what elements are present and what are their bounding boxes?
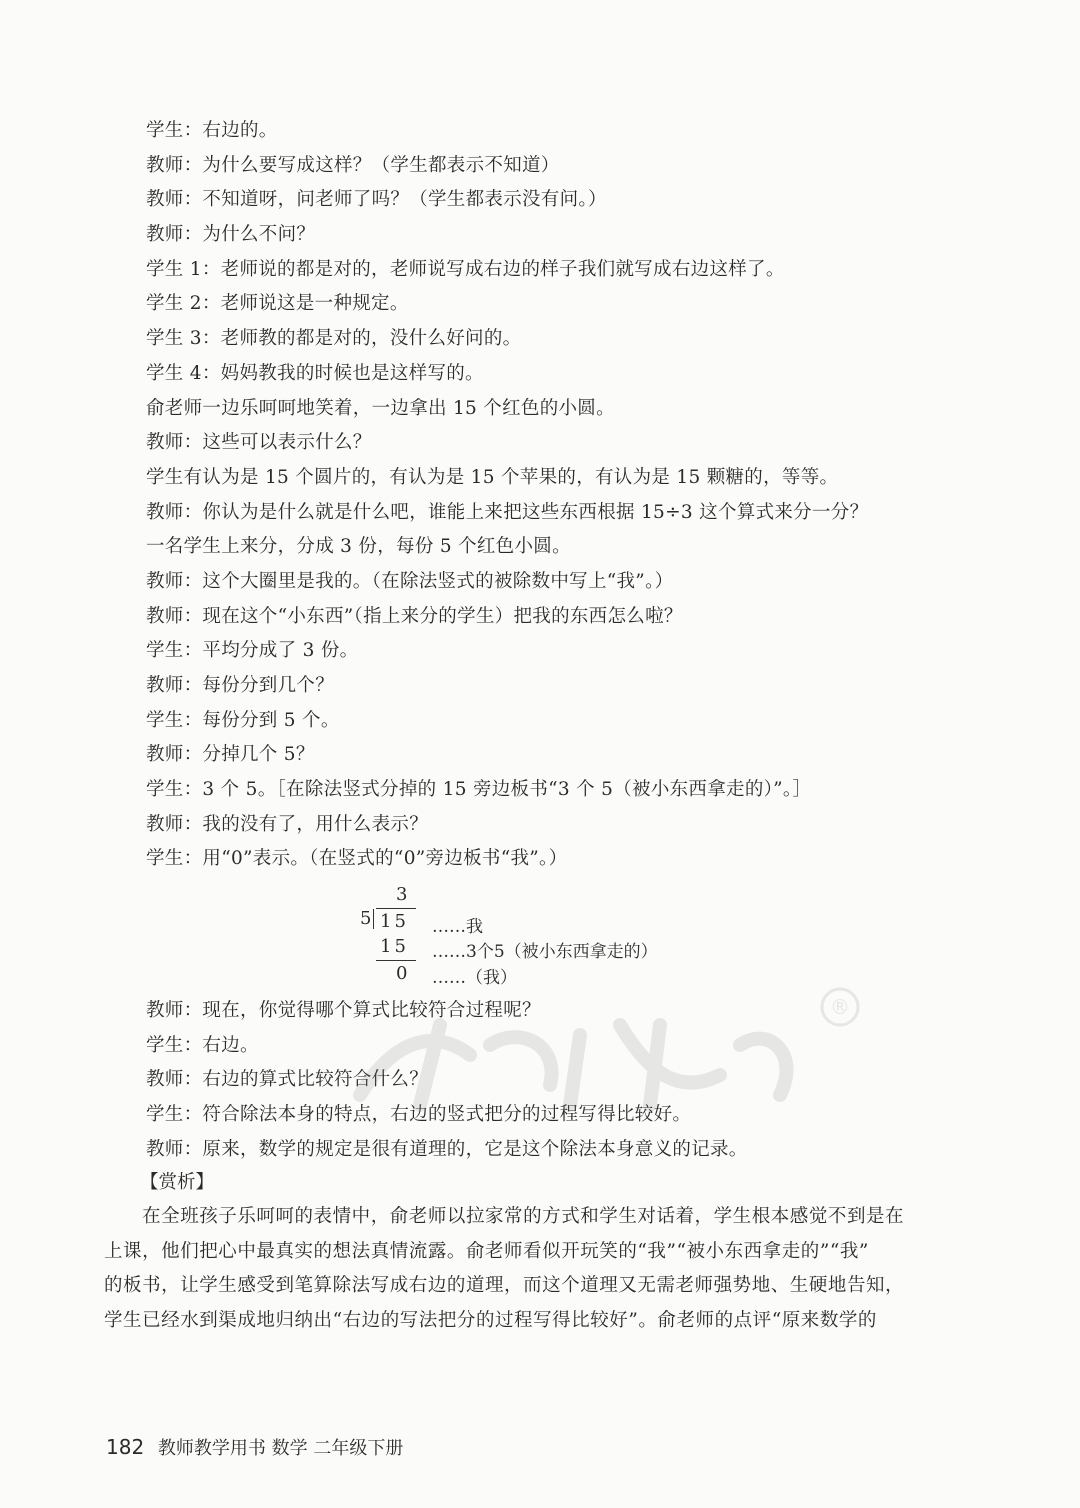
dialogue-line: 学生：右边的。 bbox=[146, 120, 278, 141]
dialogue-line: 学生有认为是 15 个圆片的，有认为是 15 个苹果的，有认为是 15 颗糖的，等等。 bbox=[146, 466, 839, 488]
division-remainder: 0 bbox=[396, 963, 408, 984]
dialogue-line: 学生 1：老师说的都是对的，老师说写成右边的样子我们就写成右边这样了。 bbox=[146, 258, 785, 280]
division-bracket-side bbox=[373, 909, 374, 929]
dialogue-line: 教师：为什么不问？ bbox=[146, 224, 316, 246]
analysis-line: 的板书，让学生感受到笔算除法写成右边的道理，而这个道理又无需老师强势地、生硬地告知， bbox=[104, 1275, 905, 1297]
dialogue-line: 教师：我的没有了，用什么表示？ bbox=[146, 813, 429, 835]
book-title: 教师教学用书 数学 二年级下册 bbox=[157, 1438, 404, 1459]
division-note-remainder: ……（我） bbox=[432, 968, 517, 988]
division-bracket-top bbox=[376, 908, 416, 909]
dialogue-line: 学生：右边。 bbox=[146, 1034, 259, 1056]
dialogue-line: 一名学生上来分，分成 3 份，每份 5 个红色小圆。 bbox=[146, 536, 571, 558]
dialogue-line: 教师：原来，数学的规定是很有道理的，它是这个除法本身意义的记录。 bbox=[146, 1138, 748, 1160]
analysis-line: 上课，他们把心中最真实的想法真情流露。俞老师看似开玩笑的“我”“被小东西拿走的”“我” bbox=[104, 1240, 869, 1262]
dialogue-line: 俞老师一边乐呵呵地笑着，一边拿出 15 个红色的小圆。 bbox=[146, 397, 615, 419]
dialogue-line: 教师：不知道呀，问老师了吗？（学生都表示没有问。） bbox=[146, 189, 607, 211]
analysis-line: 学生已经水到渠成地归纳出“右边的写法把分的过程写得比较好”。俞老师的点评“原来数学的 bbox=[104, 1309, 877, 1331]
long-division-figure bbox=[340, 884, 760, 990]
division-dividend: 15 bbox=[380, 911, 409, 932]
registered-mark: ® bbox=[830, 995, 850, 1019]
division-product: 15 bbox=[380, 936, 409, 957]
dialogue-line: 学生 3：老师教的都是对的，没什么好问的。 bbox=[146, 328, 522, 350]
dialogue-line: 教师：现在，你觉得哪个算式比较符合过程呢？ bbox=[146, 1000, 541, 1021]
dialogue-line: 教师：分掉几个 5？ bbox=[146, 744, 315, 766]
section-heading: 【赏析】 bbox=[140, 1172, 215, 1193]
dialogue-line: 学生：符合除法本身的特点，右边的竖式把分的过程写得比较好。 bbox=[146, 1104, 692, 1126]
dialogue-line: 学生 2：老师说这是一种规定。 bbox=[146, 293, 409, 315]
division-note-dividend: ……我 bbox=[432, 917, 483, 937]
dialogue-line: 学生：用“0”表示。（在竖式的“0”旁边板书“我”。） bbox=[146, 848, 568, 870]
dialogue-line: 学生 4：妈妈教我的时候也是这样写的。 bbox=[146, 362, 484, 384]
analysis-line: 在全班孩子乐呵呵的表情中，俞老师以拉家常的方式和学生对话着，学生根本感觉不到是在 bbox=[104, 1206, 905, 1227]
division-quotient: 3 bbox=[396, 884, 408, 905]
division-divisor: 5 bbox=[360, 908, 372, 929]
dialogue-line: 教师：这些可以表示什么？ bbox=[146, 432, 372, 454]
dialogue-line: 教师：右边的算式比较符合什么？ bbox=[146, 1069, 429, 1091]
page-footer bbox=[106, 1434, 403, 1460]
dialogue-line: 教师：现在这个“小东西”（指上来分的学生）把我的东西怎么啦？ bbox=[146, 605, 683, 627]
dialogue-line: 教师：为什么要写成这样？（学生都表示不知道） bbox=[146, 154, 560, 176]
division-subtraction-line bbox=[376, 960, 416, 961]
dialogue-line: 学生：每份分到 5 个。 bbox=[146, 709, 340, 731]
dialogue-line: 学生：3 个 5。［在除法竖式分掉的 15 旁边板书“3 个 5（被小东西拿走的）”。］ bbox=[146, 779, 812, 801]
dialogue-top bbox=[146, 114, 976, 877]
page-number: 182 bbox=[106, 1435, 145, 1459]
division-note-product: ……3个5（被小东西拿走的） bbox=[432, 942, 658, 962]
dialogue-line: 教师：你认为是什么就是什么吧，谁能上来把这些东西根据 15÷3 这个算式来分一分？ bbox=[146, 501, 869, 523]
analysis-paragraph bbox=[104, 1200, 970, 1338]
dialogue-line: 学生：平均分成了 3 份。 bbox=[146, 640, 359, 662]
dialogue-line: 教师：这个大圈里是我的。（在除法竖式的被除数中写上“我”。） bbox=[146, 570, 674, 592]
publisher-watermark bbox=[320, 985, 880, 1125]
dialogue-line: 教师：每份分到几个？ bbox=[146, 675, 335, 696]
